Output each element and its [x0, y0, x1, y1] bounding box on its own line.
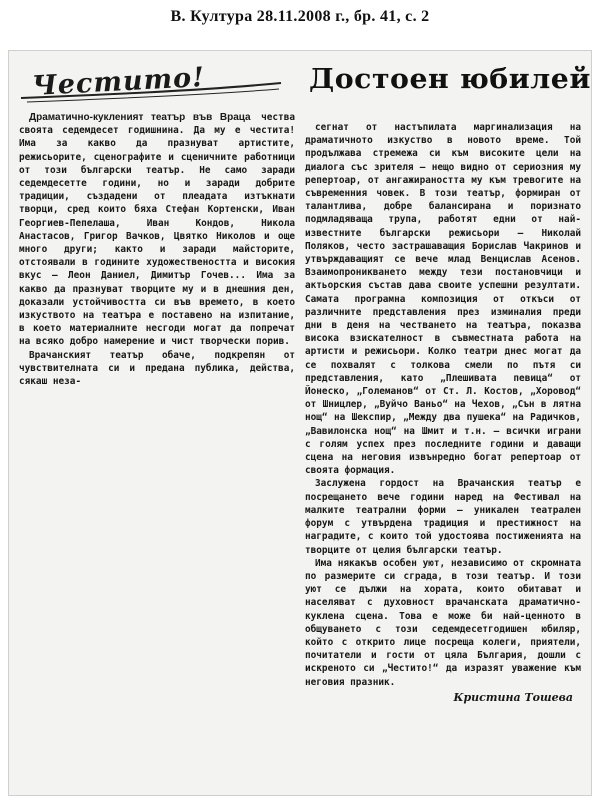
paragraph	[19, 111, 295, 349]
newspaper-header: В. Култура 28.11.2008 г., бр. 41, с. 2	[170, 8, 430, 25]
paragraph: сегнат от настъпилата маргинализация на драматичното изкуство в новото време. Той продължава стремежа си към високите цели на диалога със зрителя – нещо видно от сериозния му репертоар, от ангажираността му към тревогите на съвременния човек. В този театър, формиран от талантлива, добре балансирана и поризнато подмладяваща трупа, работят едни от най-известните български режисьори – Николай Поляков, често застрашаващия Борислав Чакринов и утвърждаващият се вече млад Венцислав Асенов. Взаимопроникването между тези постановчици и актьорския състав дава своите успешни резултати. Самата програмна композиция от откъси от различните представления през изминалия преди дни в деня на честването на театъра, показва висока взискателност в съвместната работа на артисти и режисьори. Колко театри днес могат да се похвалят с толкова смели по пътя си представления, като „Плешивата певица“ от Йонеско, „Големанов“ от Ст. Л. Костов, „Хоровод“ от Шницлер, „Вуйчо Ваньо“ на Чехов, „Сън в лятна нощ“ на Шекспир, „Между два пушека“ на Радичков, „Вавилонска нощ“ на Шмит и т.н. – всички играни с голям успех през последните години и даващи сцена на неговия извънредно богат репертоар от своята формация.	[305, 122, 581, 477]
rubric-label: Честито!	[31, 61, 206, 102]
rubric-banner	[17, 61, 285, 105]
article-author: Кристина Тошева	[453, 690, 573, 704]
article-column-left	[19, 111, 295, 491]
article-clipping	[8, 50, 592, 796]
paragraph-text: чества своята седемдесет годишнина. Да му е честита! Има за какво да празнуват артистите, режисьорите, сценографите и сценичните работници от този български театър. Не само заради седемдесетте години, но и заради добрите традиции, създадени от плеадата изтъкнати творци, сред които бяха Стефан Кортенски, Иван Георгиев-Пепелаша, Иван Кондов, Никола Анастасов, Григор Вачков, Цвятко Николов и още много други; както и заради майсторите, отстоявали в годините художествеността и високия вкус – Леон Даниел, Димитър Гочев... Има за какво да празнуват творците му и в днешния ден, доказали устойчивостта си във времето, в което изкуството на театъра е поставено на изпитание, в което материалните несгоди могат да попречат на всяко добро намерение и чист творчески порив.	[19, 112, 295, 348]
article-column-right	[305, 51, 581, 795]
title-spacer	[305, 51, 581, 121]
paragraph: Има някакъв особен уют, независимо от скромната по размерите си сграда, в този театър. И този уют се дължи на хората, които обитават и населяват с духовност врачанската драматично-куклена сцена. Това е може би най-ценното в общуването с този седемдесетгодишен юбиляр, който с открито лице посреща колеги, приятели, почитатели и гости от цяла България, дошли с искреното си „Честито!“ да изразят уважение към неговия празник.	[305, 557, 581, 688]
paragraph: Врачанският театър обаче, подкрепян от чувствителната си и предана публика, действа, сякаш неза-	[19, 349, 295, 388]
article-lead: Драматично-кукленият театър във Враца	[29, 112, 251, 123]
paragraph: Заслужена гордост на Врачанския театър е посрещането вече години наред на Фестивал на малките театрални форми – уникален театрален форум с утвърдена традиция и престижност на наградите, с които той удостоява постиженията на творците от целия български театър.	[305, 478, 581, 556]
article-title: Достоен юбилей	[309, 64, 591, 95]
